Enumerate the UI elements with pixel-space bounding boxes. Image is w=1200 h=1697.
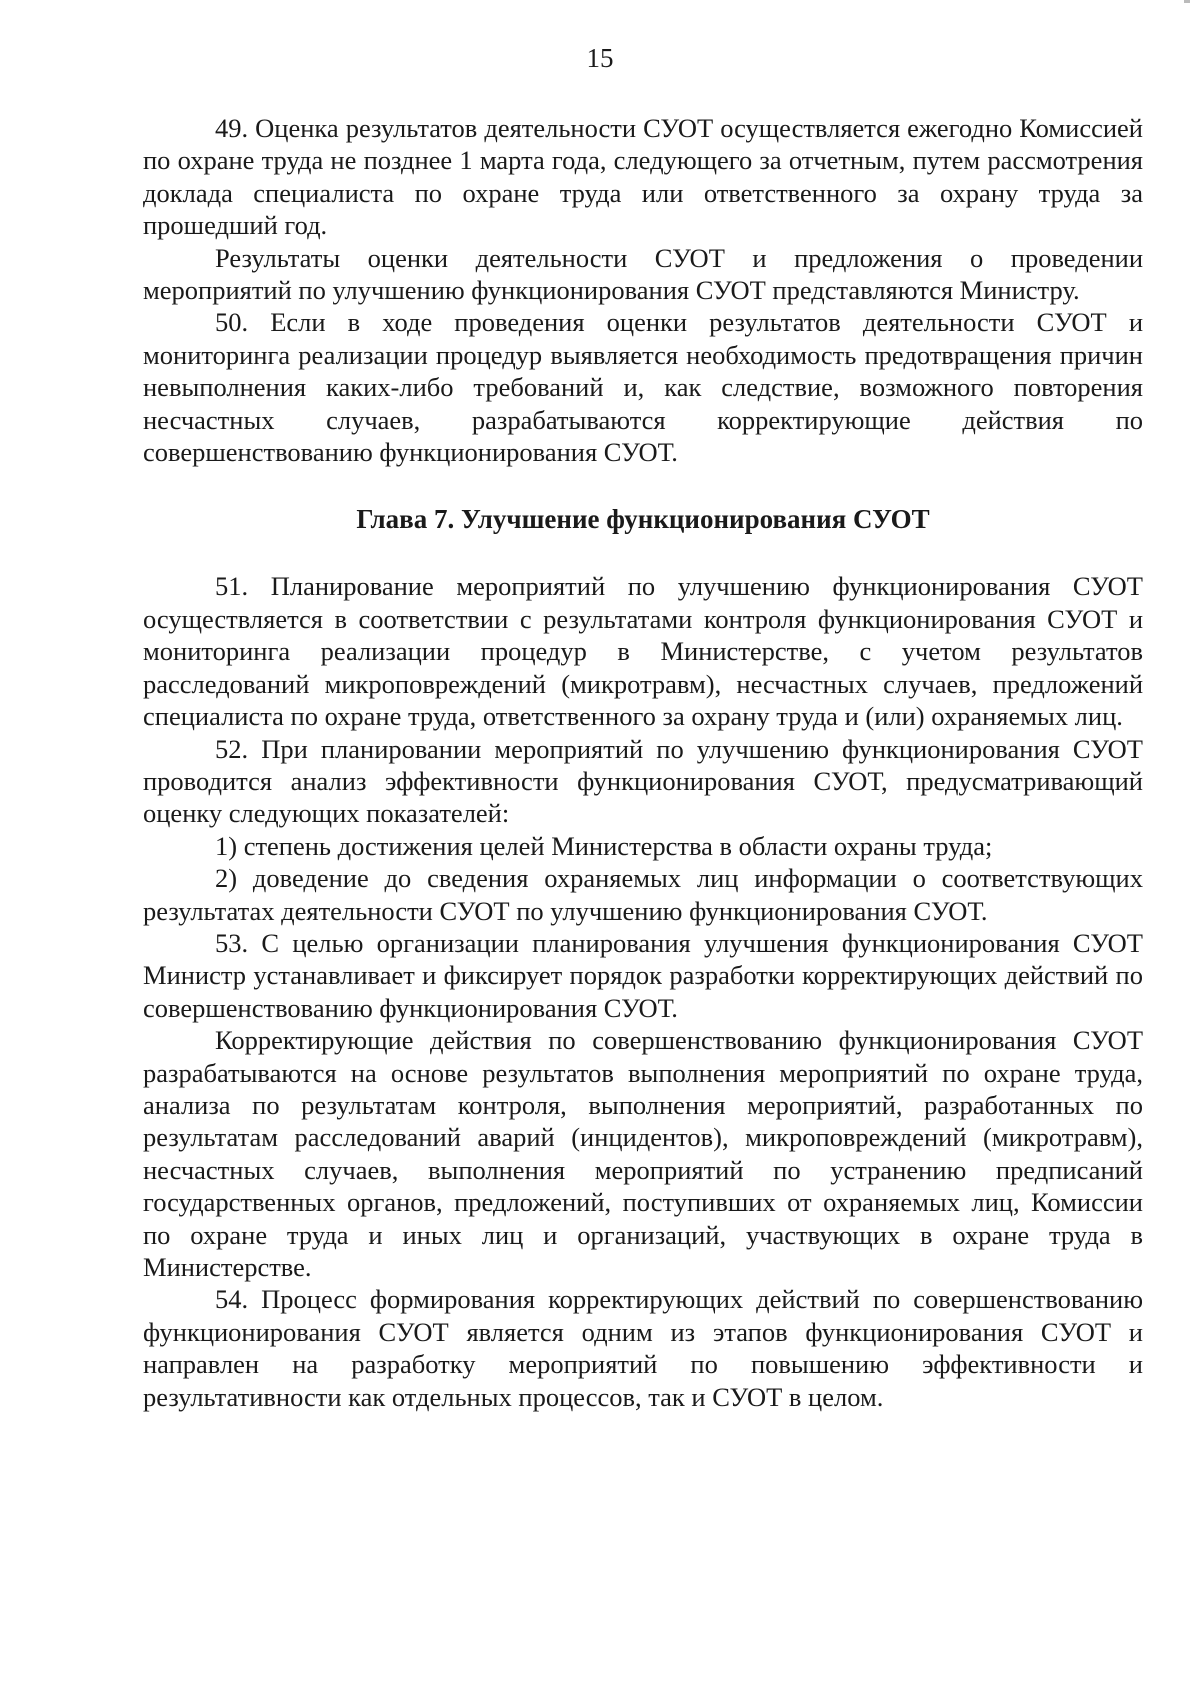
paragraph-53-corrective-actions: Корректирующие действия по совершенствованию функционирования СУОТ разрабатываются на основе результатов выполнения мероприятий по охране труда, анализа по результатам контроля, выполнения мероприятий, разработанных по результатам расследований аварий (инцидентов), микроповреждений (микротравм), несчастных случаев, выполнения мероприятий по устранению предписаний государственных органов, предложений, поступивших от охраняемых лиц, Комиссии по охране труда и иных лиц и организаций, участвующих в охране труда в Министерстве. <box>143 1025 1143 1282</box>
paragraph-49: 49. Оценка результатов деятельности СУОТ осуществляется ежегодно Комиссией по охране труда не позднее 1 марта года, следующего за отчетным, путем рассмотрения доклада специалиста по охране труда или ответственного за охрану труда за прошедший год. <box>143 113 1143 241</box>
paragraph-54: 54. Процесс формирования корректирующих действий по совершенствованию функционирования СУОТ является одним из этапов функционирования СУОТ и направлен на разработку мероприятий по повышению эффективности и результативности как отдельных процессов, так и СУОТ в целом. <box>143 1284 1143 1412</box>
paragraph-52: 52. При планировании мероприятий по улучшению функционирования СУОТ проводится анализ эффективности функционирования СУОТ, предусматривающий оценку следующих показателей: <box>143 733 1143 829</box>
paragraph-52-item-2: 2) доведение до сведения охраняемых лиц информации о соответствующих результатах деятельности СУОТ по улучшению функционирования СУОТ. <box>143 863 1143 926</box>
paragraph-50: 50. Если в ходе проведения оценки результатов деятельности СУОТ и мониторинга реализации процедур выявляется необходимость предотвращения причин невыполнения каких-либо требований и, как следствие, возможного повторения несчастных случаев, разрабатываются корректирующие действия по совершенствованию функционирования СУОТ. <box>143 307 1143 468</box>
page-number: 15 <box>586 43 614 73</box>
document-body <box>143 112 1143 1413</box>
paragraph-53: 53. С целью организации планирования улучшения функционирования СУОТ Министр устанавливает и фиксирует порядок разработки корректирующих действий по совершенствованию функционирования СУОТ. <box>143 927 1143 1023</box>
paragraph-52-item-1: 1) степень достижения целей Министерства в области охраны труда; <box>215 830 993 861</box>
chapter-heading: Глава 7. Улучшение функционирования СУОТ <box>356 504 930 535</box>
scan-artifact <box>1184 0 1190 3</box>
paragraph-51: 51. Планирование мероприятий по улучшению функционирования СУОТ осуществляется в соответствии с результатами контроля функционирования СУОТ и мониторинга реализации процедур в Министерстве, с учетом результатов расследований микроповреждений (микротравм), несчастных случаев, предложений специалиста по охране труда, ответственного за охрану труда и (или) охраняемых лиц. <box>143 571 1143 732</box>
paragraph-49-results: Результаты оценки деятельности СУОТ и предложения о проведении мероприятий по улучшению функционирования СУОТ представляются Министру. <box>143 242 1143 306</box>
